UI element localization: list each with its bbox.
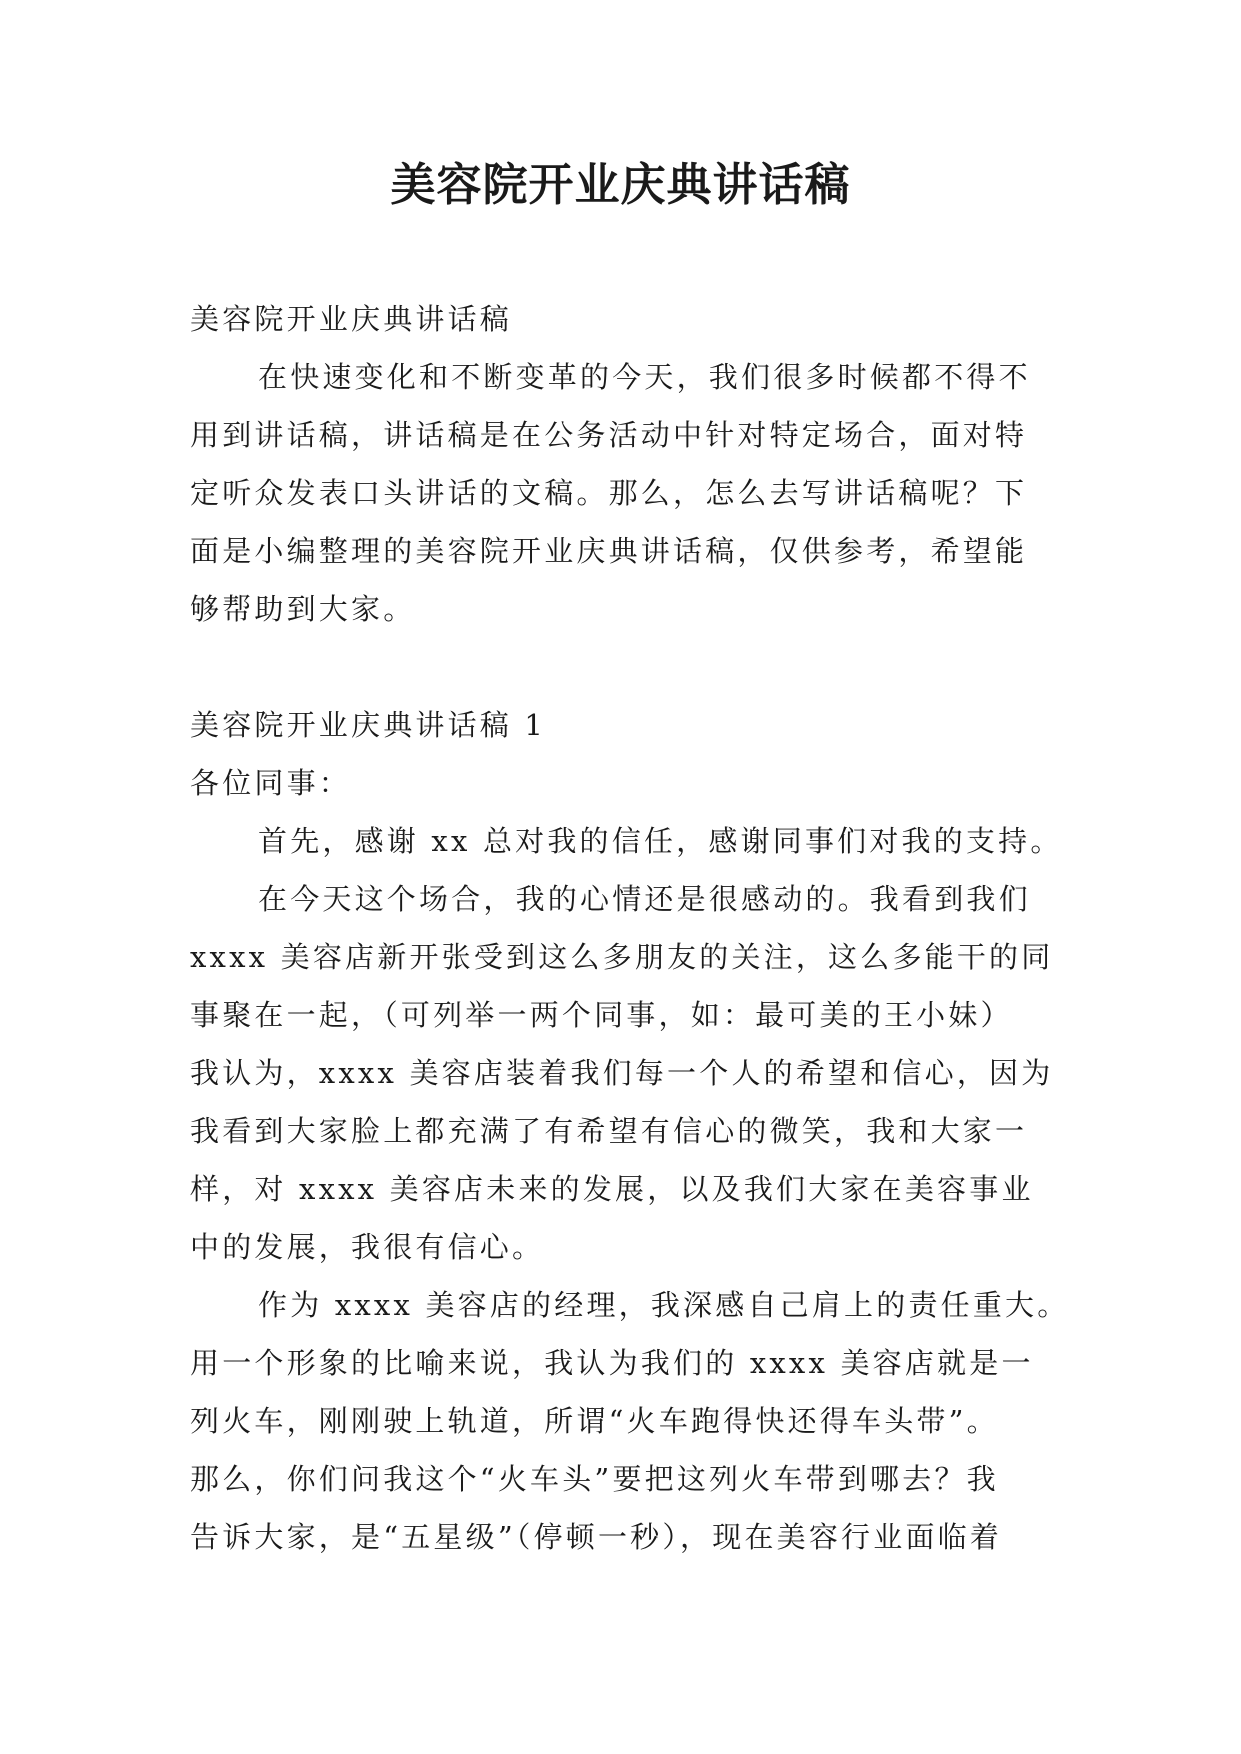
paragraph-line: 样，对 xxxx 美容店未来的发展，以及我们大家在美容事业 <box>190 1172 1034 1206</box>
intro-paragraph-line: 够帮助到大家。 <box>190 592 416 626</box>
intro-paragraph-line: 用到讲话稿，讲话稿是在公务活动中针对特定场合，面对特 <box>190 418 1028 452</box>
intro-heading: 美容院开业庆典讲话稿 <box>190 302 513 336</box>
document-title: 美容院开业庆典讲话稿 <box>390 158 851 211</box>
intro-paragraph-line: 面是小编整理的美容院开业庆典讲话稿，仅供参考，希望能 <box>190 534 1028 568</box>
intro-paragraph-line: 在快速变化和不断变革的今天，我们很多时候都不得不 <box>258 360 1031 394</box>
section-heading: 美容院开业庆典讲话稿 1 <box>190 708 547 742</box>
paragraph-line: 告诉大家，是“五星级”（停顿一秒），现在美容行业面临着 <box>190 1520 1003 1554</box>
paragraph-line: 首先，感谢 xx 总对我的信任，感谢同事们对我的支持。 <box>258 824 1063 858</box>
paragraph-line: 列火车，刚刚驶上轨道，所谓“火车跑得快还得车头带”。 <box>190 1404 999 1438</box>
salutation: 各位同事： <box>190 766 352 800</box>
paragraph-line: 我认为，xxxx 美容店装着我们每一个人的希望和信心，因为 <box>190 1056 1054 1090</box>
paragraph-line: 在今天这个场合，我的心情还是很感动的。我看到我们 <box>258 882 1031 916</box>
paragraph-line: 作为 xxxx 美容店的经理，我深感自己肩上的责任重大。 <box>258 1288 1070 1322</box>
paragraph-line: 那么，你们问我这个“火车头”要把这列火车带到哪去？我 <box>190 1462 999 1496</box>
paragraph-line: xxxx 美容店新开张受到这么多朋友的关注，这么多能干的同 <box>190 940 1054 974</box>
paragraph-line: 中的发展，我很有信心。 <box>190 1230 545 1264</box>
document-body <box>190 290 1070 1566</box>
paragraph-line: 用一个形象的比喻来说，我认为我们的 xxxx 美容店就是一 <box>190 1346 1034 1380</box>
paragraph-line: 我看到大家脸上都充满了有希望有信心的微笑，我和大家一 <box>190 1114 1028 1148</box>
paragraph-line: 事聚在一起，（可列举一两个同事，如：最可美的王小妹） <box>190 998 1013 1032</box>
intro-paragraph-line: 定听众发表口头讲话的文稿。那么，怎么去写讲话稿呢？下 <box>190 476 1028 510</box>
section-spacer <box>190 638 1060 696</box>
